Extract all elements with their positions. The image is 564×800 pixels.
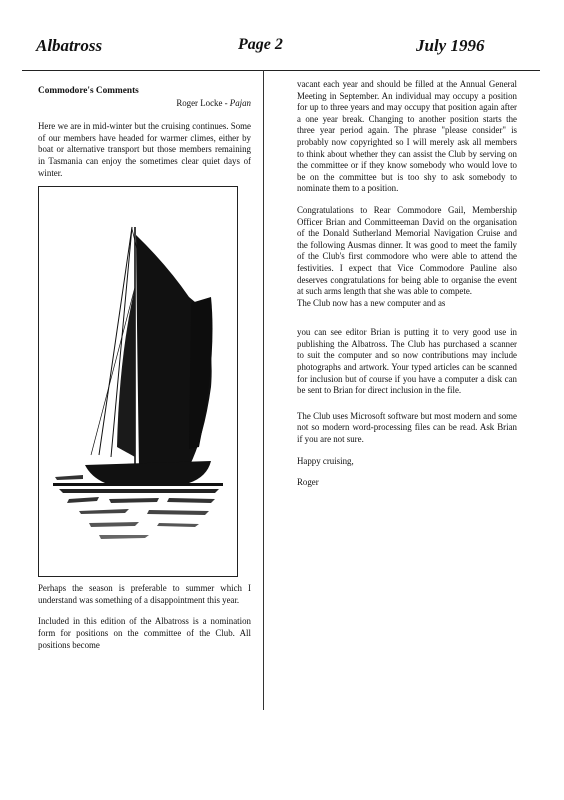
sailing-ship-drawing [39, 187, 237, 576]
newsletter-name: Albatross [36, 36, 103, 55]
page-number: Page 2 [238, 36, 283, 53]
paragraph: you can see editor Brian is putting it to very good use in publishing the Albatross. The Club has purchased a scanner to suit the computer and so now contributions may include photographs and artwork. Your typed articles can be scanned for inclusion but of course if you have a computer a disk can be sent to Brian for direct inclusion in the file. [297, 327, 517, 396]
paragraph: The Club uses Microsoft software but most modern and some not so modern word-processing files can be read. Ask Brian if you are not sure. [297, 410, 517, 445]
signature: Roger [297, 477, 319, 488]
header-rule [22, 70, 540, 71]
sailing-ship-illustration [38, 186, 238, 577]
paragraph: Included in this edition of the Albatross is a nomination form for positions on the committee of the Club. All positions become [38, 616, 251, 650]
author-boat: Pajan [229, 97, 251, 108]
article-byline [38, 98, 251, 110]
paragraph: Congratulations to Rear Commodore Gail, Membership Officer Brian and Committeeman David on the organisation of the Donald Sutherland Memorial Navigation Cruise and the following Ausmas dinner. It was good to meet the family of the Club's first commodore who were able to attend the festivities. I expect that Vice Commodore Pauline also deserves congratulations for being able to organise the event at such arms length that she was able to compete. [297, 204, 517, 297]
issue-date: July 1996 [416, 36, 485, 55]
paragraph: Here we are in mid-winter but the cruising continues. Some of our members have headed for warmer climes, either by boat or alternative transport but those members remaining in Tasmania can enjoy the sometimes clear quiet days of winter. [38, 121, 251, 178]
article-title: Commodore's Comments [38, 86, 139, 96]
column-divider [263, 70, 264, 710]
paragraph: The Club now has a new computer and as [297, 297, 446, 308]
author-name: Roger Locke - [176, 97, 230, 108]
right-column [297, 79, 517, 499]
closing-line: Happy cruising, [297, 455, 354, 466]
left-column [38, 86, 251, 661]
paragraph: vacant each year and should be filled at the Annual General Meeting in September. An individual may occupy a position for up to three years and may occupy that position again after a one year break. Changing to another position starts the three year period again. The phrase "please consider" is probably now copyrighted so I will merely ask all members to think about whether they can assist the Club by serving on the committee or if they know somebody who would love to be on the committee but is too shy to ask somebody to nominate them to a position. [297, 79, 517, 194]
paragraph: Perhaps the season is preferable to summer which I understand was something of a disappointment this year. [38, 583, 251, 605]
